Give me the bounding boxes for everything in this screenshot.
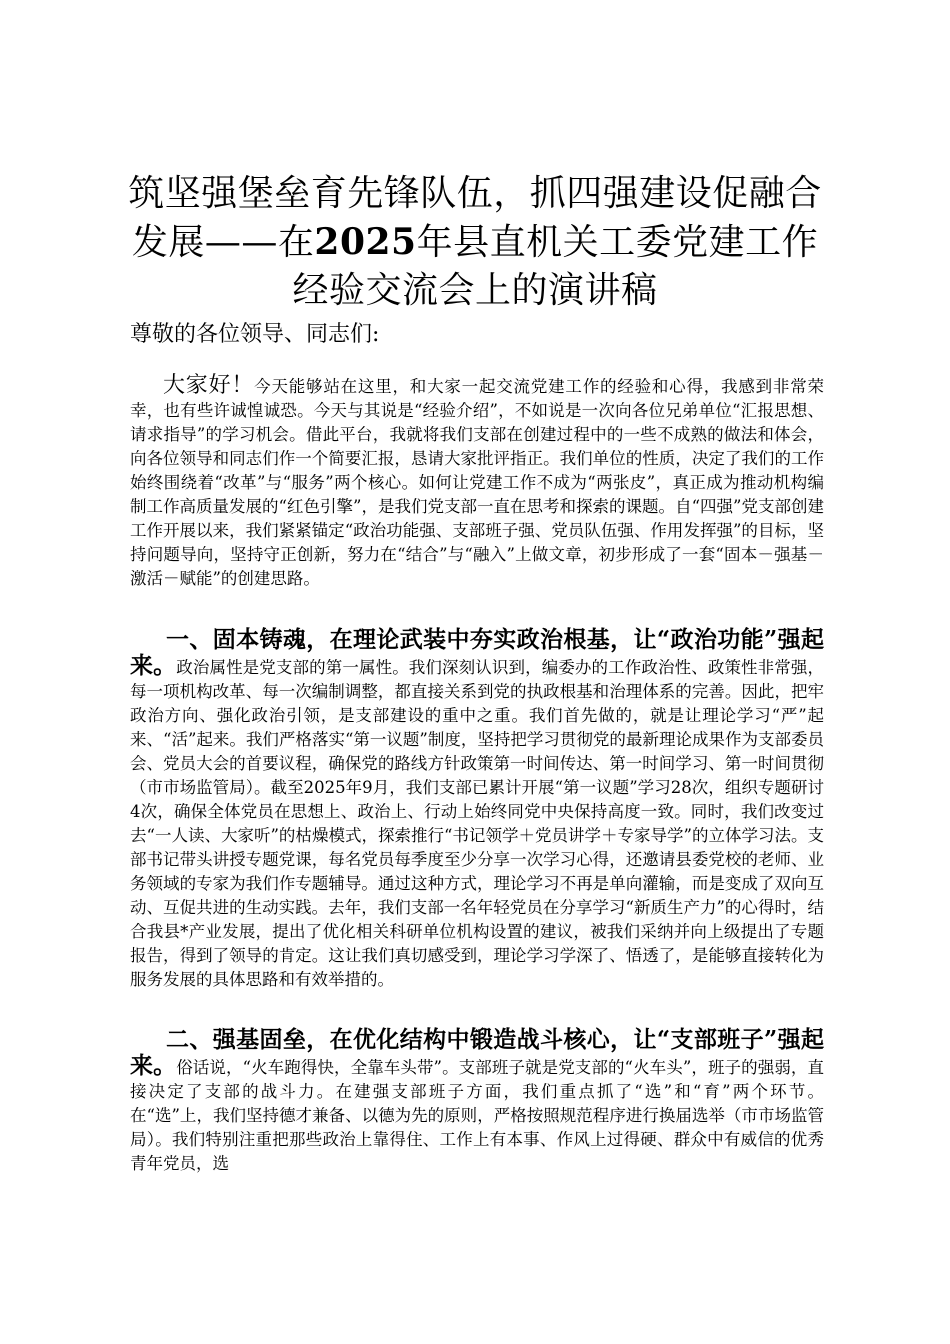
section-1-body: 政治属性是党支部的第一属性。我们深刻认识到，编委办的工作政治性、政策性非常强，每一项机构改革、每一次编制调整，都直接关系到党的执政根基和治理体系的完善。因此，把牢政治方向、强化政治引领，是支部建设的重中之重。我们首先做的，就是让理论学习“严”起来、“活”起来。我们严格落实“第一议题”制度，坚持把学习贯彻党的最新理论成果作为支部委员会、党员大会的首要议程，确保党的路线方针政策第一时间传达、第一时间学习、第一时间贯彻（市市场监管局）。截至2025年9月，我们支部已累计开展“第一议题”学习28次，组织专题研讨4次，确保全体党员在思想上、政治上、行动上始终同党中央保持高度一致。同时，我们改变过去“一人读、大家听”的枯燥模式，探索推行“书记领学＋党员讲学＋专家导学”的立体学习法。支部书记带头讲授专题党课，每名党员每季度至少分享一次学习心得，还邀请县委党校的老师、业务领域的专家为我们作专题辅导。通过这种方式，理论学习不再是单向灌输，而是变成了双向互动、互促共进的生动实践。去年，我们支部一名年轻党员在分享学习“新质生产力”的心得时，结合我县*产业发展，提出了优化相关科研单位机构设置的建议，被我们采纳并向上级提出了专题报告，得到了领导的肯定。这让我们真切感受到，理论学习学深了、悟透了，是能够直接转化为服务发展的具体思路和有效举措的。 bbox=[130, 658, 825, 989]
salutation: 尊敬的各位领导、同志们: bbox=[130, 322, 380, 347]
section-1-heading: 一、固本铸魂，在理论武装中夯实政治根基，让“政治功能”强起来。 bbox=[130, 626, 824, 679]
title-part-2: 年县直机关工委党建工作经验交流会上的演讲稿 bbox=[292, 222, 819, 311]
section-2-body: 俗话说，“火车跑得快，全靠车头带”。支部班子就是党支部的“火车头”，班子的强弱，直接决定了支部的战斗力。在建强支部班子方面，我们重点抓了“选”和“育”两个环节。在“选”上，我们坚持德才兼备、以德为先的原则，严格按照规范程序进行换届选举（市市场监管局）。我们特别注重把那些政治上靠得住、工作上有本事、作风上过得硬、群众中有威信的优秀青年党员，选 bbox=[130, 1058, 825, 1173]
title-year: 2025 bbox=[314, 221, 417, 263]
section-2-paragraph bbox=[130, 1028, 824, 1176]
intro-body: 今天能够站在这里，和大家一起交流党建工作的经验和心得，我感到非常荣幸，也有些许诚惶诚恐。今天与其说是“经验介绍”，不如说是一次向各位兄弟单位“汇报思想、请求指导”的学习机会。借此平台，我就将我们支部在创建过程中的一些不成熟的做法和体会，向各位领导和同志们作一个简要汇报，恳请大家批评指正。我们单位的性质，决定了我们的工作始终围绕着“改革”与“服务”两个核心。如何让党建工作不成为“两张皮”，真正成为推动机构编制工作高质量发展的“红色引擎”，是我们党支部一直在思考和探索的课题。自“四强”党支部创建工作开展以来，我们紧紧锚定“政治功能强、支部班子强、党员队伍强、作用发挥强”的目标，坚持问题导向，坚持守正创新，努力在“结合”与“融入”上做文章，初步形成了一套“固本－强基－激活－赋能”的创建思路。 bbox=[130, 377, 824, 588]
document-title bbox=[118, 170, 832, 315]
title-part-1: 筑坚强堡垒育先锋队伍，抓四强建设促融合发展——在 bbox=[128, 173, 822, 263]
section-1-paragraph bbox=[130, 628, 824, 992]
section-2-heading: 二、强基固垒，在优化结构中锻造战斗核心，让“支部班子”强起来。 bbox=[130, 1026, 824, 1079]
intro-greeting: 大家好！ bbox=[163, 373, 255, 398]
intro-paragraph bbox=[130, 374, 824, 591]
